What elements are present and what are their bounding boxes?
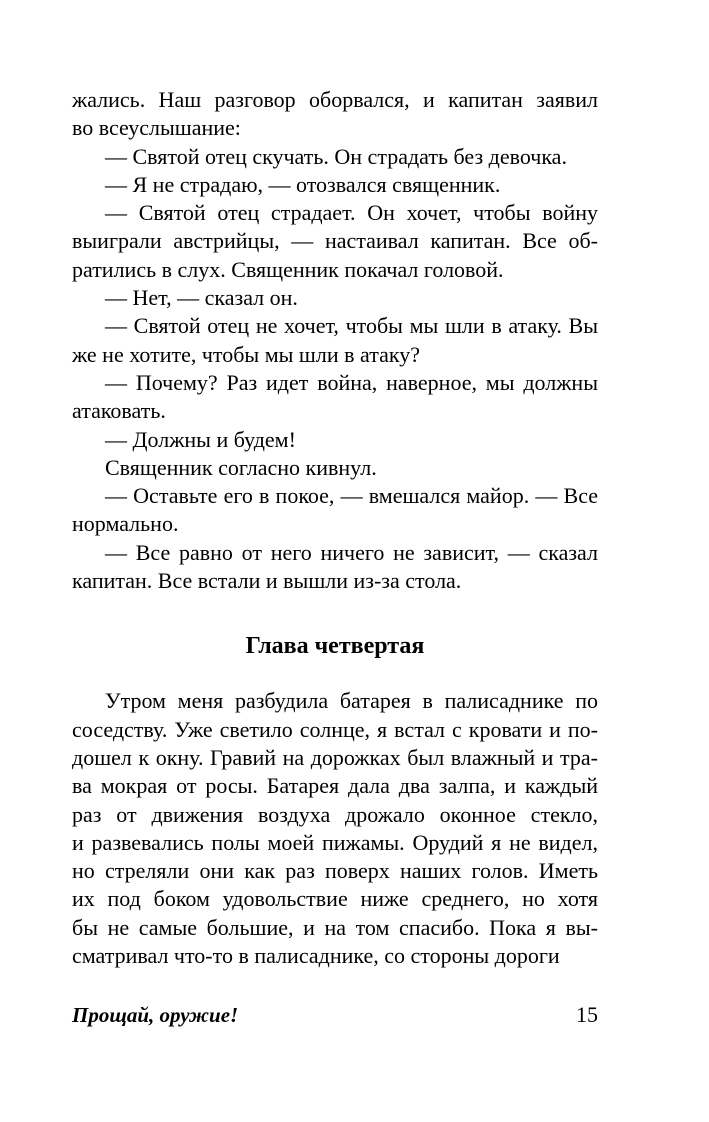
text-line: и развевались полы моей пижамы. Орудий я не видел,	[72, 829, 598, 855]
text-line: ратились в слух. Священник покачал головой.	[72, 256, 504, 282]
page-number: 15	[576, 1002, 598, 1027]
section-chapter-four	[72, 687, 598, 970]
paragraph	[72, 143, 598, 171]
text-line: раз от движения воздуха дрожало оконное стекло,	[72, 801, 598, 827]
page-text	[72, 86, 598, 970]
paragraph	[72, 199, 598, 284]
text-line: — Я не страдаю, — отозвался священник.	[105, 171, 501, 197]
text-line: бы не самые большие, и на том спасибо. Пока я вы-	[72, 914, 598, 940]
text-line: же не хотите, чтобы мы шли в атаку?	[72, 341, 420, 367]
paragraph	[72, 687, 598, 970]
text-line: — Святой отец страдает. Он хочет, чтобы войну	[105, 200, 598, 226]
text-line: — Почему? Раз идет война, наверное, мы должны	[105, 369, 598, 395]
paragraph	[72, 369, 598, 426]
paragraph	[72, 86, 598, 143]
text-line: — Святой отец не хочет, чтобы мы шли в атаку. Вы	[105, 313, 598, 339]
paragraph	[72, 171, 598, 199]
text-line: — Все равно от него ничего не зависит, — сказал	[105, 539, 598, 565]
paragraph	[72, 284, 598, 312]
text-line: капитан. Все встали и вышли из-за стола.	[72, 568, 462, 594]
text-line: Утром меня разбудила батарея в палисаднике по	[105, 688, 598, 714]
text-line: ва мокрая от росы. Батарея дала два залпа, и каждый	[72, 773, 598, 799]
text-line: Священник согласно кивнул.	[105, 454, 377, 480]
text-line: — Нет, — сказал он.	[105, 285, 298, 311]
chapter-heading: Глава четвертая	[245, 633, 425, 660]
text-line: жались. Наш разговор оборвался, и капитан заявил	[72, 87, 598, 112]
text-line: во всеуслышание:	[72, 115, 241, 141]
text-line: — Должны и будем!	[105, 426, 296, 452]
running-title: Прощай, оружие!	[72, 1003, 239, 1027]
text-line: — Оставьте его в покое, — вмешался майор. — Все	[105, 483, 598, 509]
text-line: соседству. Уже светило солнце, я встал с кровати и по-	[72, 716, 598, 742]
page-footer	[72, 1002, 598, 1028]
text-line: нормально.	[72, 511, 179, 537]
paragraph	[72, 426, 598, 454]
text-line: атаковать.	[72, 398, 166, 424]
paragraph	[72, 312, 598, 369]
paragraph	[72, 482, 598, 539]
text-line: но стреляли они как раз поверх наших голов. Иметь	[72, 858, 598, 884]
text-line: — Святой отец скучать. Он страдать без девочка.	[105, 143, 567, 169]
paragraph	[72, 539, 598, 596]
text-line: дошел к окну. Гравий на дорожках был влажный и тра-	[72, 744, 598, 770]
text-line: их под боком удовольствие ниже среднего, но хотя	[72, 886, 598, 912]
text-line: выиграли австрийцы, — настаивал капитан. Все об-	[72, 228, 598, 254]
section-chapter-end	[72, 86, 598, 595]
text-line: сматривал что-то в палисаднике, со стороны дороги	[72, 943, 560, 969]
paragraph	[72, 454, 598, 482]
